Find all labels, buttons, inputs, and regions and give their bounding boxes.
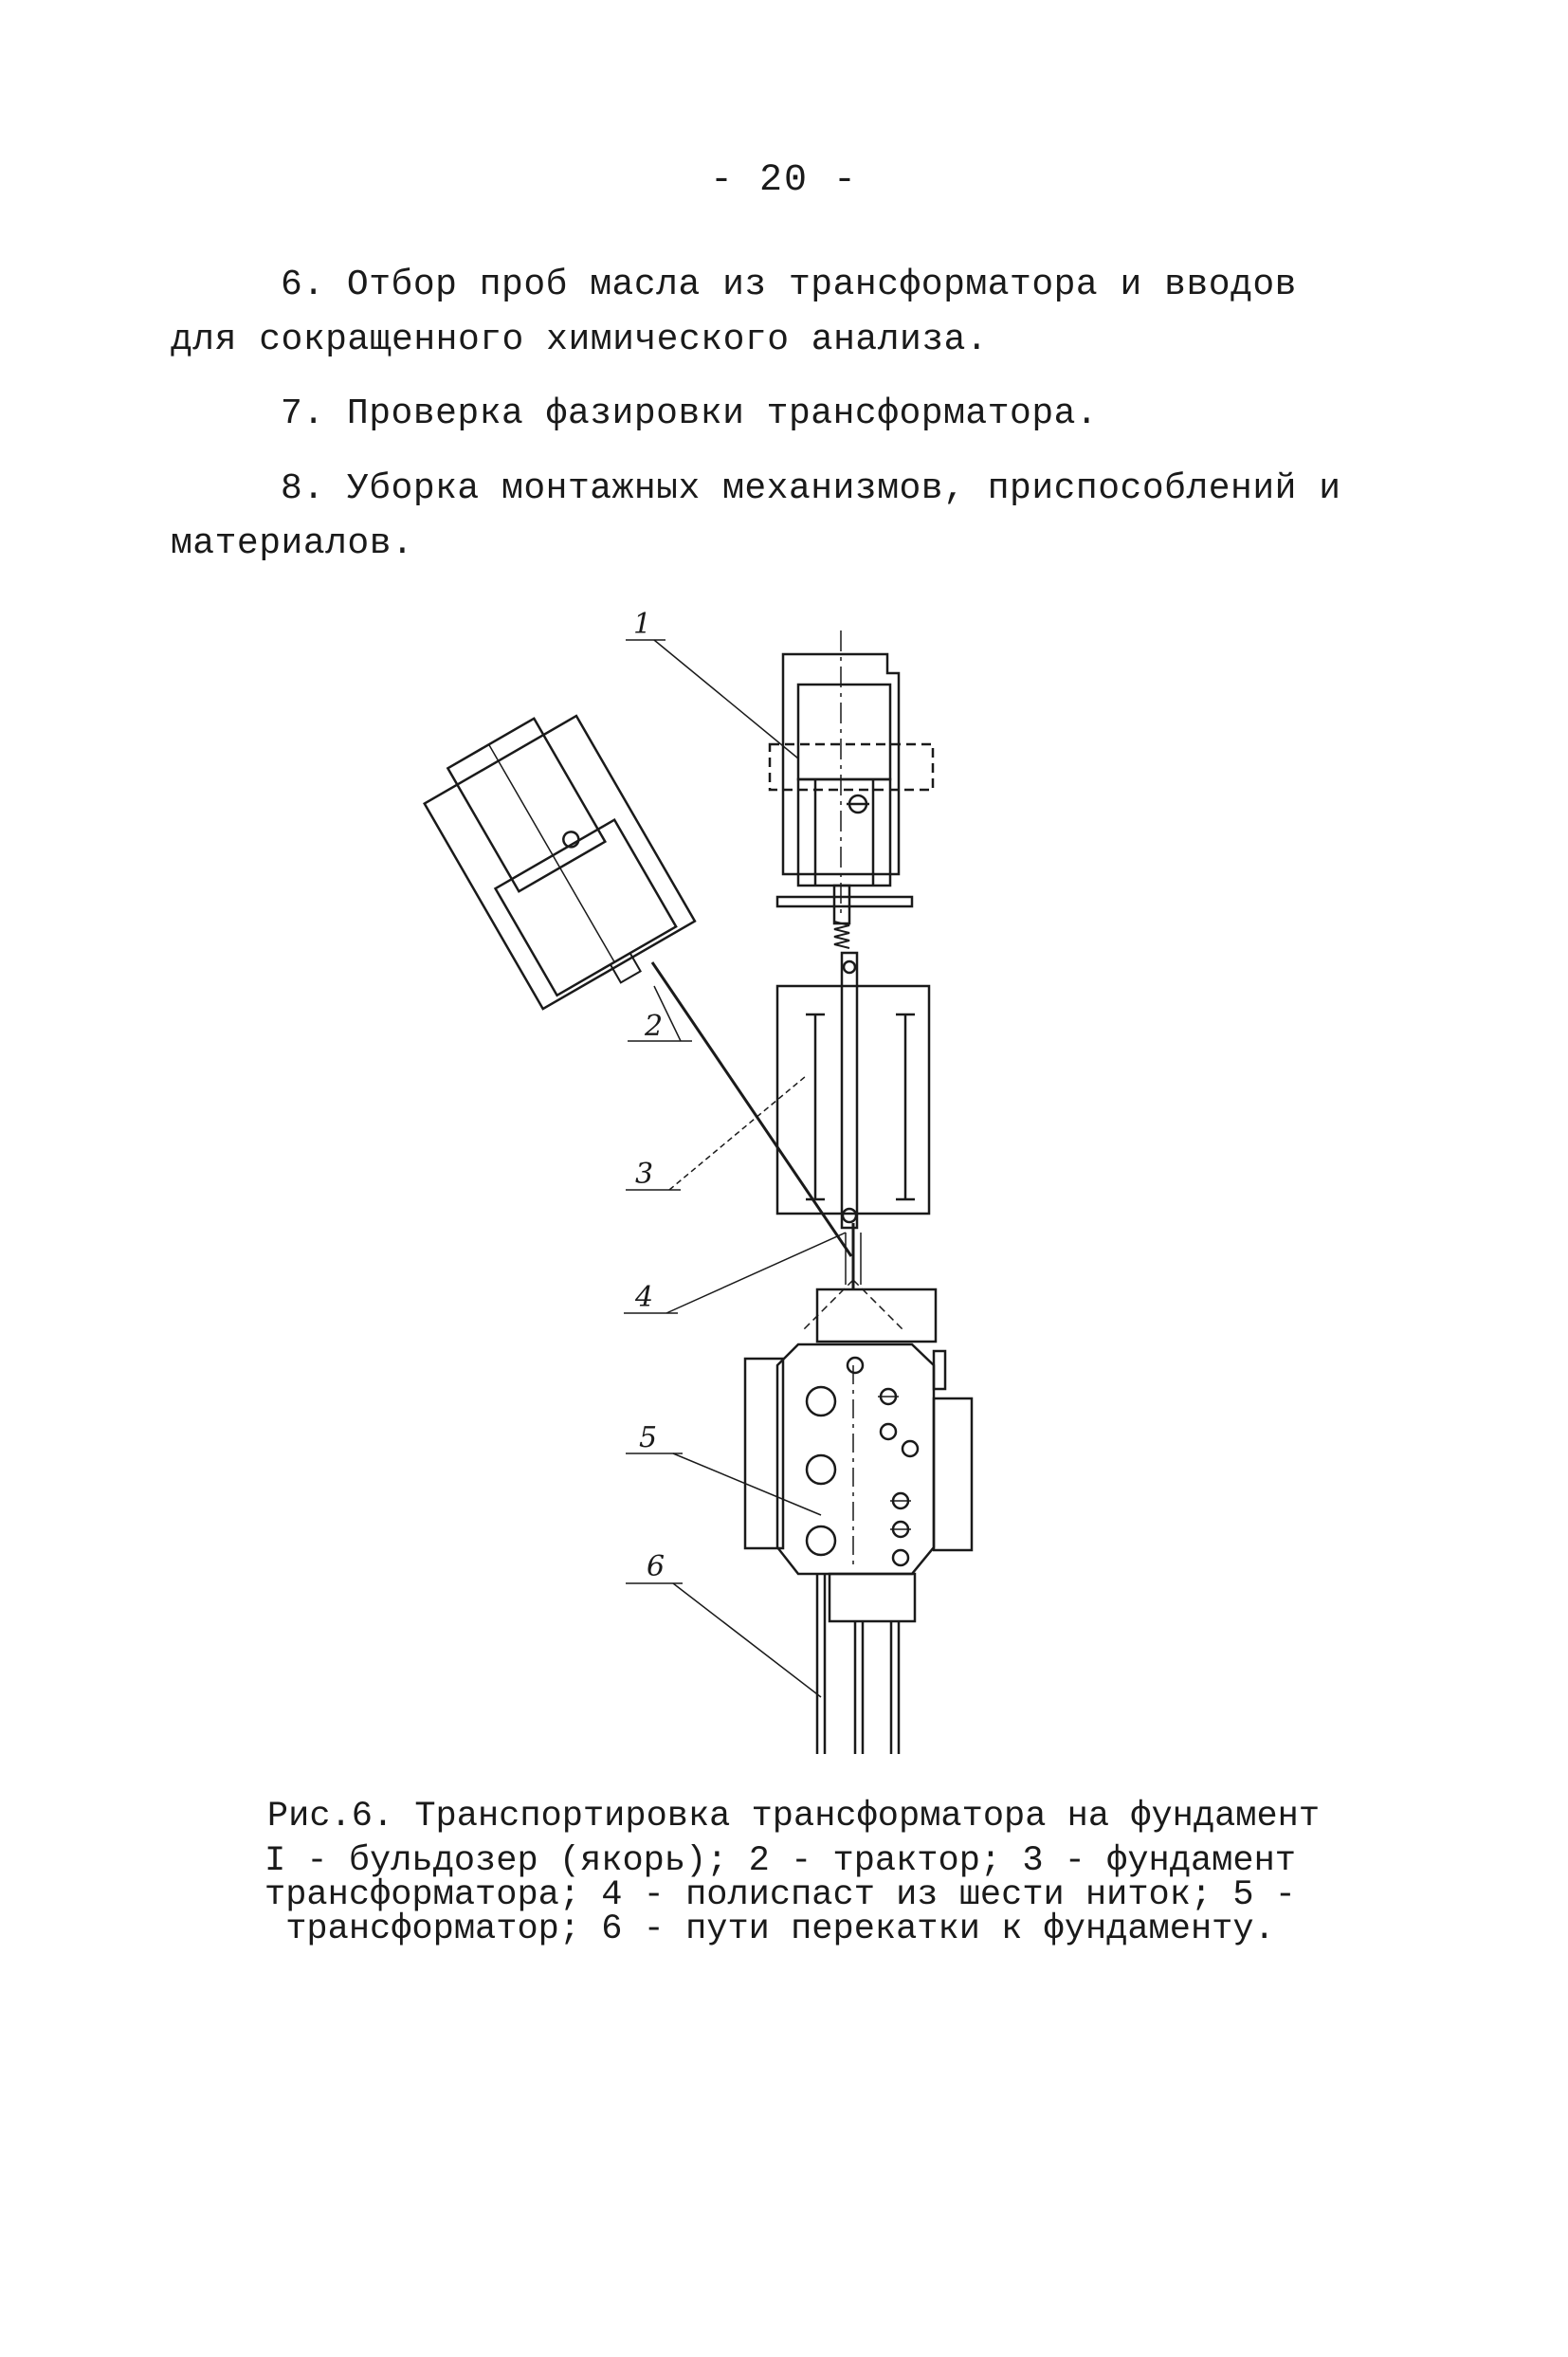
foundation-drawing [777, 953, 929, 1228]
paragraph-item-7: 7. Проверка фазировки трансформатора. [281, 393, 1099, 434]
page-number: - 20 - [709, 159, 859, 202]
figure-label-1: 1 [633, 608, 652, 641]
bulldozer-drawing [770, 630, 933, 948]
figure-label-6: 6 [647, 1550, 665, 1583]
polyspast-cable [652, 962, 861, 1289]
figure-caption-title: Рис.6. Транспортировка трансформатора на фундамент [266, 1797, 1321, 1836]
rails-drawing [817, 1574, 899, 1754]
figure-label-2: 2 [645, 1010, 664, 1043]
figure-label-5: 5 [639, 1421, 658, 1454]
figure-caption-legend: I - бульдозер (якорь); 2 - трактор; 3 - фундамент трансформатора; 4 - полиспаст из шести ниток; 5 - трансформатор; 6 - пути перекатки к фундаменту. [264, 1841, 1296, 1949]
figure-label-4: 4 [635, 1281, 654, 1314]
paragraph-item-6: 6. Отбор проб масла из трансформатора и вводов для сокращенного химического анализа. [171, 265, 1297, 360]
figure-label-3: 3 [635, 1158, 654, 1191]
paragraph-item-8: 8. Уборка монтажных механизмов, приспособлений и материалов. [171, 468, 1341, 564]
transformer-drawing [745, 1280, 972, 1621]
tractor-drawing [415, 700, 703, 1023]
leader-lines [624, 640, 846, 1697]
